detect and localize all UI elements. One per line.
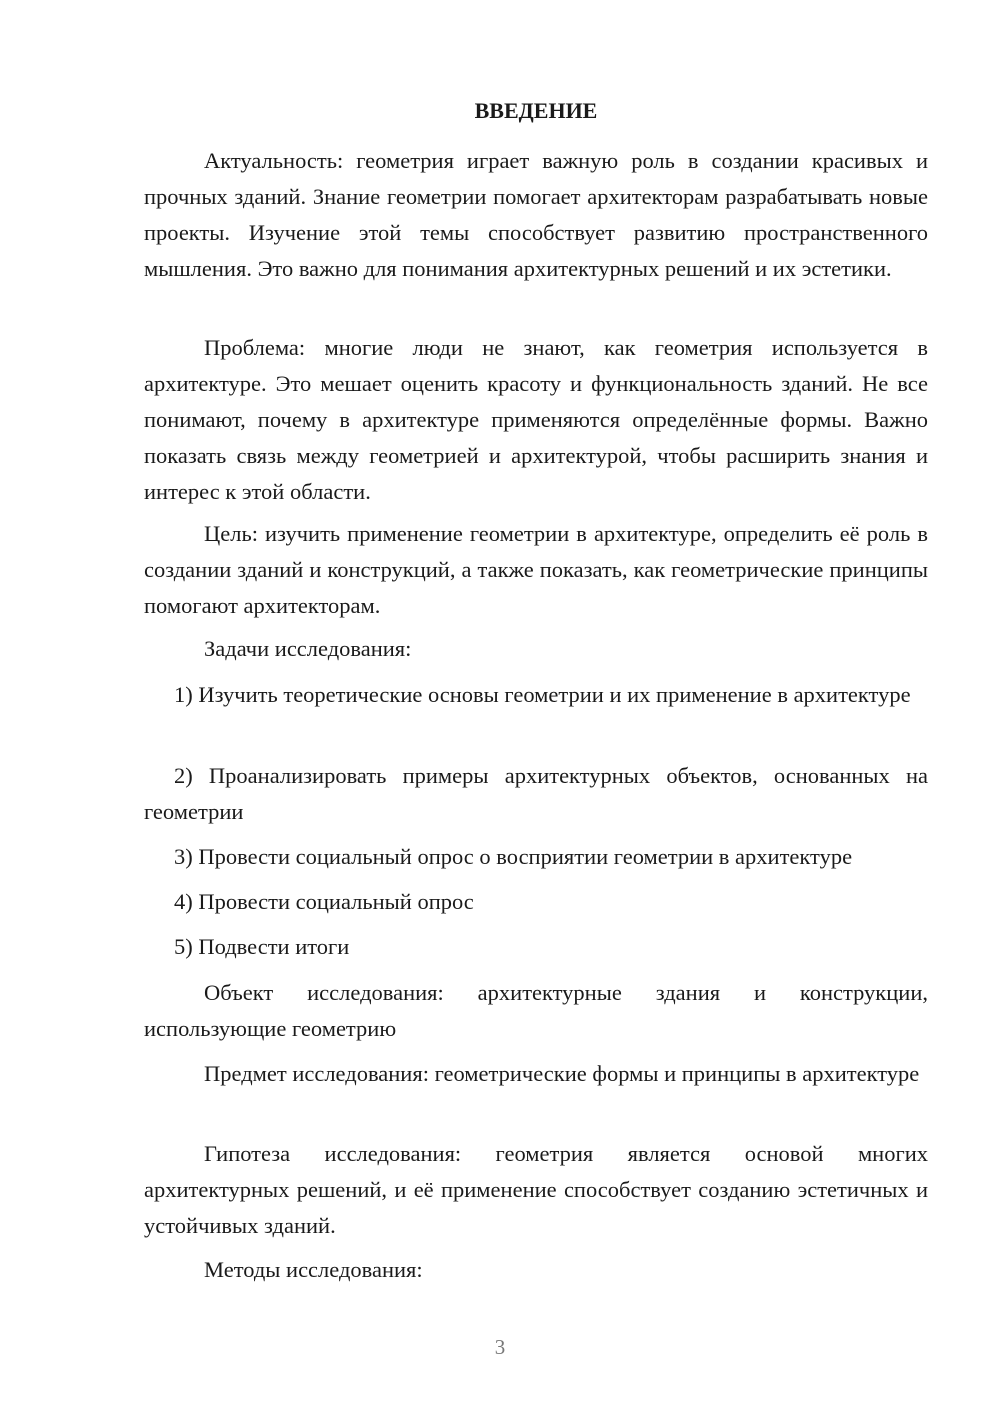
- list-item-task-4: 4) Провести социальный опрос: [174, 889, 474, 914]
- page-number: 3: [494, 1335, 506, 1359]
- paragraph-subject: Предмет исследования: геометрические формы и принципы в архитектуре: [204, 1061, 920, 1086]
- list-item-task-3: 3) Провести социальный опрос о восприятии геометрии в архитектуре: [174, 844, 853, 869]
- methods-heading: Методы исследования:: [204, 1257, 423, 1282]
- tasks-heading: Задачи исследования:: [204, 636, 412, 661]
- paragraph-relevance: Актуальность: геометрия играет важную роль в создании красивых и прочных зданий. Знание геометрии помогает архитекторам разрабатывать новые проекты. Изучение этой темы способствует развитию пространственного мышления. Это важно для понимания архитектурных решений и их эстетики.: [144, 148, 928, 281]
- list-item-task-5: 5) Подвести итоги: [174, 934, 350, 959]
- paragraph-goal: Цель: изучить применение геометрии в архитектуре, определить её роль в создании зданий и конструкций, а также показать, как геометрические принципы помогают архитекторам.: [144, 521, 928, 618]
- paragraph-object: Объект исследования: архитектурные здания и конструкции, использующие геометрию: [144, 980, 928, 1041]
- paragraph-hypothesis: Гипотеза исследования: геометрия является основой многих архитектурных решений, и её применение способствует созданию эстетичных и устойчивых зданий.: [144, 1141, 928, 1238]
- paragraph-problem: Проблема: многие люди не знают, как геометрия используется в архитектуре. Это мешает оценить красоту и функциональность зданий. Не все понимают, почему в архитектуре применяются определённые формы. Важно показать связь между геометрией и архитектурой, чтобы расширить знания и интерес к этой области.: [144, 335, 928, 504]
- page-title: ВВЕДЕНИЕ: [474, 98, 598, 123]
- list-item-task-2: 2) Проанализировать примеры архитектурных объектов, основанных на геометрии: [144, 763, 928, 824]
- list-item-task-1: 1) Изучить теоретические основы геометрии и их применение в архитектуре: [174, 682, 911, 707]
